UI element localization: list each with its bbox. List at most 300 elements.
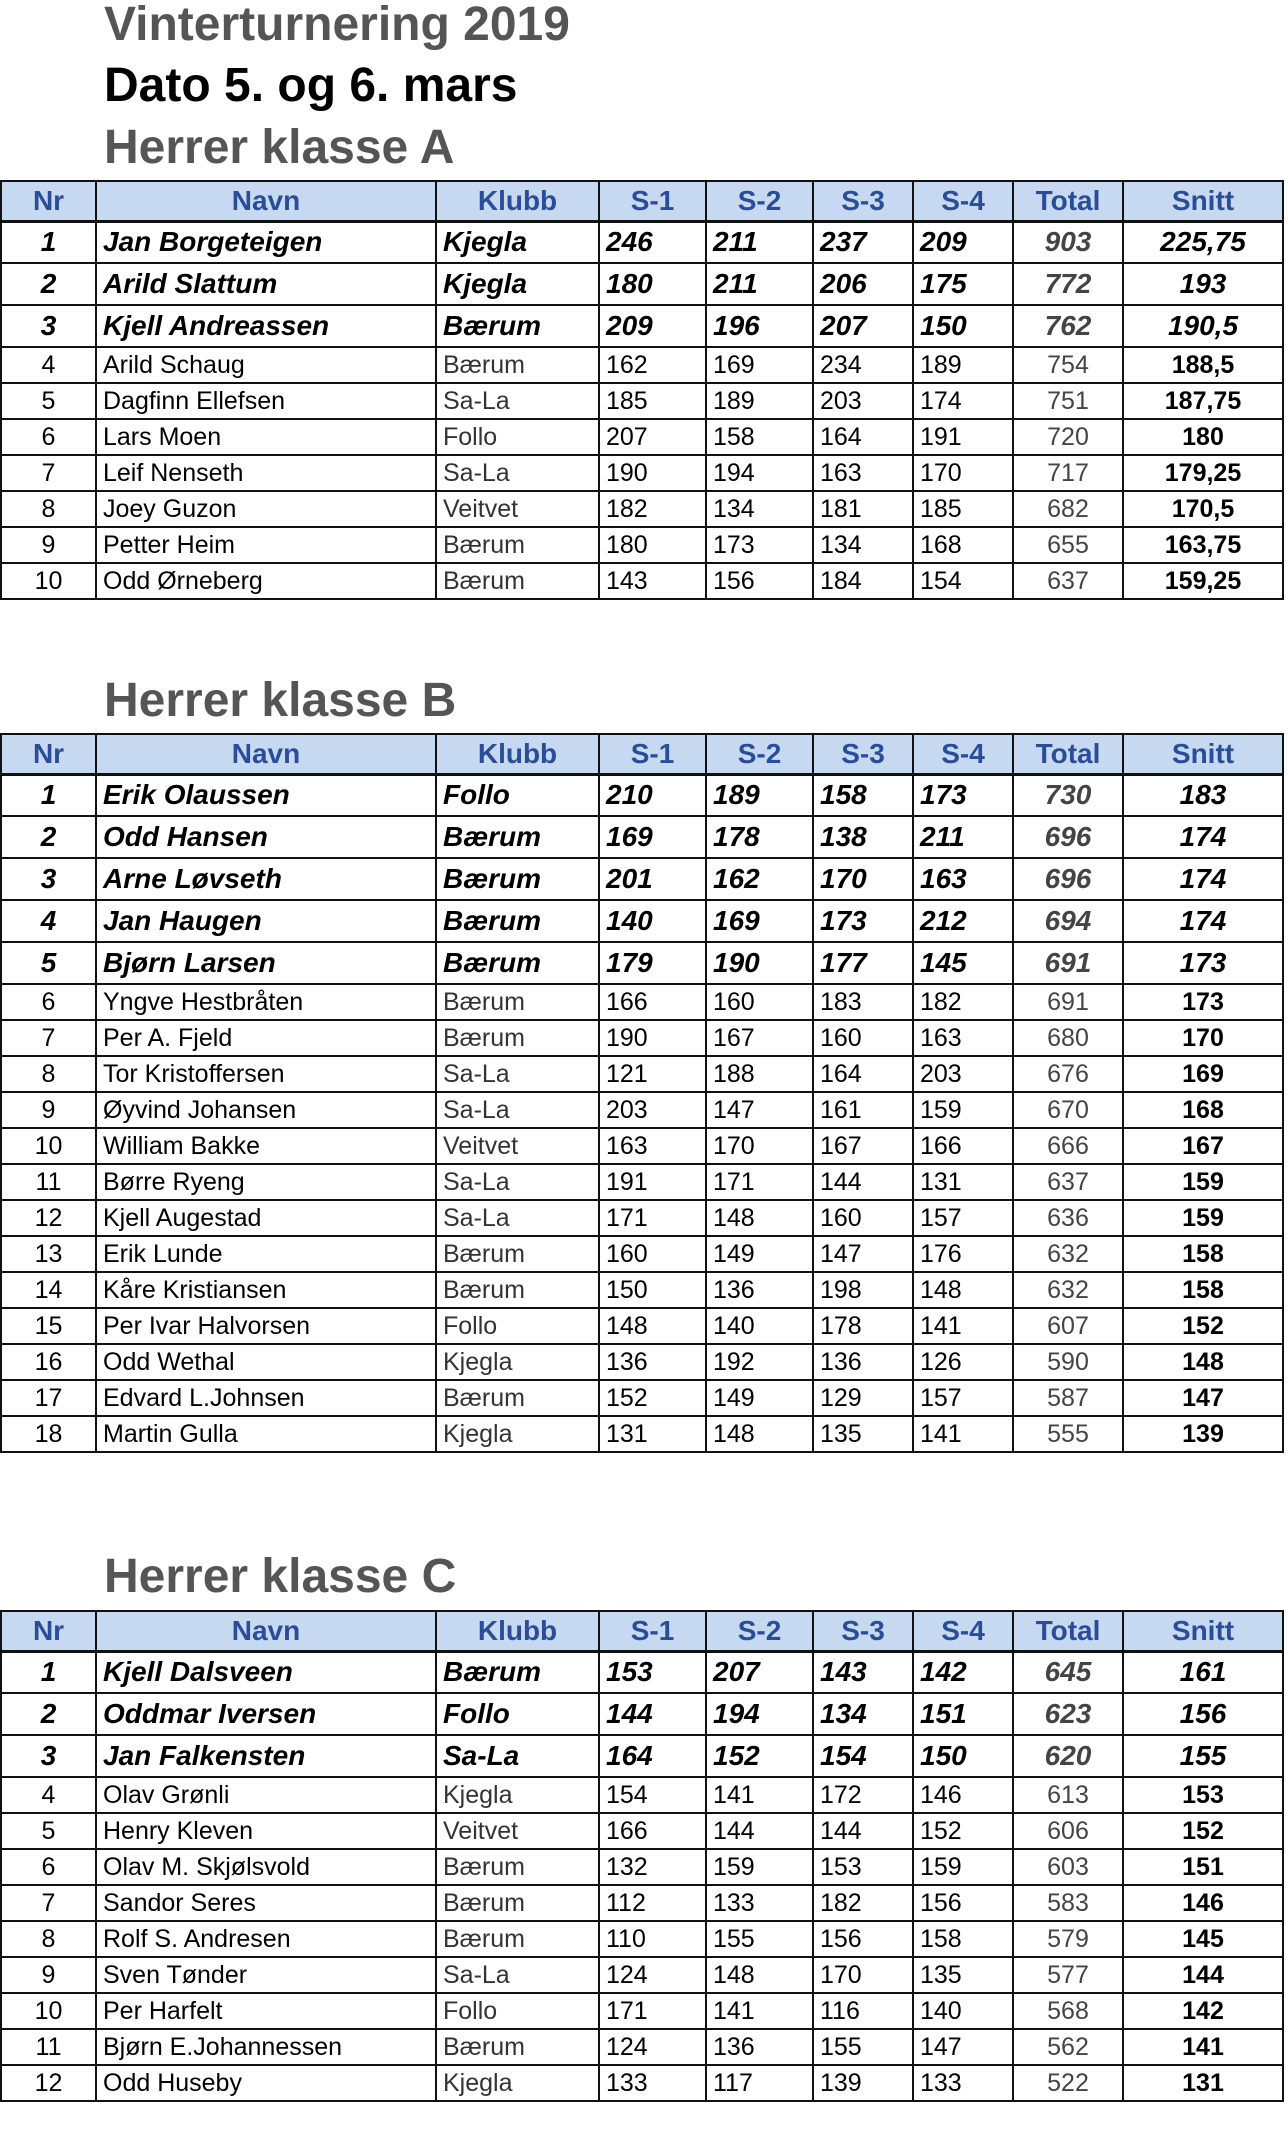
cell-s3: 198 — [813, 1272, 913, 1308]
table-row — [1, 1128, 1283, 1164]
cell-navn: Jan Haugen — [96, 900, 436, 942]
cell-klubb: Follo — [436, 419, 599, 455]
cell-navn: Sven Tønder — [96, 1957, 436, 1993]
table-row — [1, 774, 1283, 816]
cell-klubb: Sa-La — [436, 383, 599, 419]
cell-total: 636 — [1013, 1200, 1123, 1236]
section-title-c: Herrer klasse C — [104, 1550, 457, 1603]
cell-klubb: Follo — [436, 1308, 599, 1344]
cell-navn: Kjell Andreassen — [96, 305, 436, 347]
cell-s4: 126 — [913, 1344, 1013, 1380]
cell-total: 666 — [1013, 1128, 1123, 1164]
cell-snitt: 152 — [1123, 1308, 1283, 1344]
cell-s3: 139 — [813, 2065, 913, 2101]
cell-s2: 141 — [706, 1993, 813, 2029]
cell-s3: 178 — [813, 1308, 913, 1344]
cell-s4: 159 — [913, 1092, 1013, 1128]
cell-s2: 194 — [706, 1693, 813, 1735]
table-row — [1, 1416, 1283, 1452]
cell-s1: 185 — [599, 383, 706, 419]
cell-s2: 117 — [706, 2065, 813, 2101]
cell-klubb: Veitvet — [436, 1813, 599, 1849]
cell-s3: 135 — [813, 1416, 913, 1452]
cell-s4: 151 — [913, 1693, 1013, 1735]
cell-navn: Leif Nenseth — [96, 455, 436, 491]
cell-s2: 190 — [706, 942, 813, 984]
cell-navn: Yngve Hestbråten — [96, 984, 436, 1020]
cell-total: 568 — [1013, 1993, 1123, 2029]
cell-klubb: Bærum — [436, 563, 599, 599]
cell-snitt: 173 — [1123, 942, 1283, 984]
cell-s4: 140 — [913, 1993, 1013, 2029]
column-header-snitt: Snitt — [1123, 181, 1283, 221]
cell-nr: 4 — [1, 1777, 96, 1813]
cell-navn: Rolf S. Andresen — [96, 1921, 436, 1957]
cell-klubb: Bærum — [436, 984, 599, 1020]
cell-s4: 159 — [913, 1849, 1013, 1885]
table-row — [1, 816, 1283, 858]
cell-navn: Bjørn Larsen — [96, 942, 436, 984]
cell-navn: Arne Løvseth — [96, 858, 436, 900]
cell-s2: 170 — [706, 1128, 813, 1164]
cell-s2: 148 — [706, 1416, 813, 1452]
cell-nr: 1 — [1, 221, 96, 263]
cell-nr: 10 — [1, 563, 96, 599]
cell-snitt: 180 — [1123, 419, 1283, 455]
cell-total: 720 — [1013, 419, 1123, 455]
cell-s1: 143 — [599, 563, 706, 599]
table-row — [1, 1200, 1283, 1236]
column-header-navn: Navn — [96, 734, 436, 774]
cell-s1: 210 — [599, 774, 706, 816]
cell-nr: 4 — [1, 347, 96, 383]
cell-s1: 140 — [599, 900, 706, 942]
header-row — [1, 1611, 1283, 1651]
cell-klubb: Bærum — [436, 858, 599, 900]
cell-total: 751 — [1013, 383, 1123, 419]
cell-s2: 134 — [706, 491, 813, 527]
cell-klubb: Sa-La — [436, 1092, 599, 1128]
cell-total: 680 — [1013, 1020, 1123, 1056]
cell-s4: 166 — [913, 1128, 1013, 1164]
cell-s3: 237 — [813, 221, 913, 263]
table-row — [1, 1993, 1283, 2029]
cell-nr: 6 — [1, 984, 96, 1020]
cell-s2: 159 — [706, 1849, 813, 1885]
cell-s3: 207 — [813, 305, 913, 347]
column-header-s2: S-2 — [706, 734, 813, 774]
cell-s1: 110 — [599, 1921, 706, 1957]
cell-total: 522 — [1013, 2065, 1123, 2101]
cell-s3: 184 — [813, 563, 913, 599]
cell-klubb: Kjegla — [436, 1777, 599, 1813]
cell-s2: 171 — [706, 1164, 813, 1200]
cell-s3: 161 — [813, 1092, 913, 1128]
section-title-a: Herrer klasse A — [104, 121, 455, 174]
cell-total: 632 — [1013, 1272, 1123, 1308]
cell-nr: 12 — [1, 1200, 96, 1236]
cell-s2: 188 — [706, 1056, 813, 1092]
cell-snitt: 158 — [1123, 1272, 1283, 1308]
cell-snitt: 225,75 — [1123, 221, 1283, 263]
cell-nr: 5 — [1, 942, 96, 984]
document-header — [104, 0, 570, 116]
cell-s4: 173 — [913, 774, 1013, 816]
column-header-s3: S-3 — [813, 181, 913, 221]
cell-s3: 134 — [813, 527, 913, 563]
cell-navn: Arild Slattum — [96, 263, 436, 305]
cell-s4: 158 — [913, 1921, 1013, 1957]
cell-klubb: Follo — [436, 1693, 599, 1735]
cell-navn: Jan Falkensten — [96, 1735, 436, 1777]
cell-snitt: 179,25 — [1123, 455, 1283, 491]
column-header-snitt: Snitt — [1123, 734, 1283, 774]
cell-snitt: 193 — [1123, 263, 1283, 305]
cell-s3: 154 — [813, 1735, 913, 1777]
cell-snitt: 174 — [1123, 816, 1283, 858]
cell-nr: 7 — [1, 1020, 96, 1056]
cell-s1: 136 — [599, 1344, 706, 1380]
cell-s3: 136 — [813, 1344, 913, 1380]
cell-nr: 11 — [1, 2029, 96, 2065]
cell-s2: 156 — [706, 563, 813, 599]
cell-navn: Erik Lunde — [96, 1236, 436, 1272]
cell-nr: 9 — [1, 1957, 96, 1993]
header-row — [1, 181, 1283, 221]
column-header-nr: Nr — [1, 1611, 96, 1651]
cell-total: 696 — [1013, 816, 1123, 858]
cell-s4: 176 — [913, 1236, 1013, 1272]
cell-snitt: 174 — [1123, 858, 1283, 900]
cell-s2: 149 — [706, 1380, 813, 1416]
table-row — [1, 1272, 1283, 1308]
cell-s2: 173 — [706, 527, 813, 563]
cell-navn: Per Ivar Halvorsen — [96, 1308, 436, 1344]
cell-total: 606 — [1013, 1813, 1123, 1849]
cell-klubb: Bærum — [436, 1020, 599, 1056]
cell-snitt: 139 — [1123, 1416, 1283, 1452]
column-header-nr: Nr — [1, 181, 96, 221]
cell-s2: 169 — [706, 347, 813, 383]
cell-s3: 160 — [813, 1020, 913, 1056]
cell-s3: 183 — [813, 984, 913, 1020]
cell-snitt: 159,25 — [1123, 563, 1283, 599]
column-header-snitt: Snitt — [1123, 1611, 1283, 1651]
cell-klubb: Sa-La — [436, 1957, 599, 1993]
table-row — [1, 221, 1283, 263]
cell-s2: 158 — [706, 419, 813, 455]
column-header-nr: Nr — [1, 734, 96, 774]
cell-s4: 145 — [913, 942, 1013, 984]
cell-nr: 8 — [1, 1921, 96, 1957]
header-row — [1, 734, 1283, 774]
cell-klubb: Bærum — [436, 1651, 599, 1693]
cell-nr: 10 — [1, 1128, 96, 1164]
cell-nr: 7 — [1, 455, 96, 491]
cell-s1: 132 — [599, 1849, 706, 1885]
cell-s1: 201 — [599, 858, 706, 900]
cell-navn: Petter Heim — [96, 527, 436, 563]
cell-s1: 182 — [599, 491, 706, 527]
cell-klubb: Sa-La — [436, 1735, 599, 1777]
cell-navn: Øyvind Johansen — [96, 1092, 436, 1128]
cell-klubb: Kjegla — [436, 221, 599, 263]
cell-s1: 207 — [599, 419, 706, 455]
cell-s4: 150 — [913, 305, 1013, 347]
cell-klubb: Bærum — [436, 347, 599, 383]
cell-s4: 185 — [913, 491, 1013, 527]
cell-s4: 146 — [913, 1777, 1013, 1813]
table-row — [1, 1813, 1283, 1849]
cell-navn: Sandor Seres — [96, 1885, 436, 1921]
cell-s2: 136 — [706, 1272, 813, 1308]
cell-s1: 179 — [599, 942, 706, 984]
cell-nr: 3 — [1, 305, 96, 347]
cell-snitt: 153 — [1123, 1777, 1283, 1813]
cell-nr: 12 — [1, 2065, 96, 2101]
results-table-c — [0, 1610, 1284, 2102]
table-row — [1, 1735, 1283, 1777]
section-title-b: Herrer klasse B — [104, 674, 457, 727]
column-header-s4: S-4 — [913, 1611, 1013, 1651]
cell-s3: 172 — [813, 1777, 913, 1813]
cell-klubb: Bærum — [436, 527, 599, 563]
cell-s1: 180 — [599, 527, 706, 563]
table-row — [1, 527, 1283, 563]
cell-s1: 166 — [599, 1813, 706, 1849]
cell-snitt: 159 — [1123, 1164, 1283, 1200]
cell-klubb: Bærum — [436, 1380, 599, 1416]
cell-s3: 181 — [813, 491, 913, 527]
cell-snitt: 187,75 — [1123, 383, 1283, 419]
cell-snitt: 174 — [1123, 900, 1283, 942]
cell-s2: 189 — [706, 383, 813, 419]
cell-s2: 178 — [706, 816, 813, 858]
cell-nr: 1 — [1, 774, 96, 816]
cell-total: 655 — [1013, 527, 1123, 563]
cell-navn: Bjørn E.Johannessen — [96, 2029, 436, 2065]
cell-snitt: 170 — [1123, 1020, 1283, 1056]
cell-snitt: 173 — [1123, 984, 1283, 1020]
table-row — [1, 1777, 1283, 1813]
cell-s4: 156 — [913, 1885, 1013, 1921]
cell-nr: 1 — [1, 1651, 96, 1693]
cell-s4: 147 — [913, 2029, 1013, 2065]
cell-navn: Dagfinn Ellefsen — [96, 383, 436, 419]
cell-s4: 152 — [913, 1813, 1013, 1849]
cell-nr: 10 — [1, 1993, 96, 2029]
cell-klubb: Kjegla — [436, 2065, 599, 2101]
cell-navn: Odd Hansen — [96, 816, 436, 858]
cell-klubb: Veitvet — [436, 1128, 599, 1164]
table-row — [1, 1921, 1283, 1957]
cell-nr: 2 — [1, 1693, 96, 1735]
cell-s4: 170 — [913, 455, 1013, 491]
cell-s4: 150 — [913, 1735, 1013, 1777]
cell-nr: 5 — [1, 383, 96, 419]
cell-s2: 149 — [706, 1236, 813, 1272]
table-row — [1, 1344, 1283, 1380]
table-row — [1, 491, 1283, 527]
column-header-s4: S-4 — [913, 734, 1013, 774]
cell-s3: 177 — [813, 942, 913, 984]
cell-s2: 148 — [706, 1200, 813, 1236]
column-header-total: Total — [1013, 734, 1123, 774]
cell-navn: William Bakke — [96, 1128, 436, 1164]
table-row — [1, 1380, 1283, 1416]
cell-klubb: Bærum — [436, 816, 599, 858]
cell-s2: 152 — [706, 1735, 813, 1777]
table-row — [1, 942, 1283, 984]
table-row — [1, 455, 1283, 491]
cell-s3: 158 — [813, 774, 913, 816]
table-row — [1, 305, 1283, 347]
cell-klubb: Sa-La — [436, 1164, 599, 1200]
cell-s1: 153 — [599, 1651, 706, 1693]
cell-snitt: 142 — [1123, 1993, 1283, 2029]
cell-snitt: 169 — [1123, 1056, 1283, 1092]
column-header-s1: S-1 — [599, 181, 706, 221]
cell-s1: 154 — [599, 1777, 706, 1813]
cell-s3: 147 — [813, 1236, 913, 1272]
cell-s1: 163 — [599, 1128, 706, 1164]
cell-s3: 138 — [813, 816, 913, 858]
cell-nr: 8 — [1, 1056, 96, 1092]
cell-navn: Odd Wethal — [96, 1344, 436, 1380]
cell-total: 772 — [1013, 263, 1123, 305]
cell-total: 676 — [1013, 1056, 1123, 1092]
cell-s2: 169 — [706, 900, 813, 942]
results-table-b — [0, 733, 1284, 1453]
cell-klubb: Follo — [436, 1993, 599, 2029]
cell-s1: 124 — [599, 1957, 706, 1993]
cell-s1: 131 — [599, 1416, 706, 1452]
cell-nr: 3 — [1, 1735, 96, 1777]
cell-nr: 3 — [1, 858, 96, 900]
cell-nr: 6 — [1, 1849, 96, 1885]
cell-navn: Odd Huseby — [96, 2065, 436, 2101]
cell-s4: 135 — [913, 1957, 1013, 1993]
cell-total: 682 — [1013, 491, 1123, 527]
cell-s4: 211 — [913, 816, 1013, 858]
cell-s2: 136 — [706, 2029, 813, 2065]
cell-snitt: 167 — [1123, 1128, 1283, 1164]
cell-total: 623 — [1013, 1693, 1123, 1735]
cell-nr: 9 — [1, 1092, 96, 1128]
cell-total: 590 — [1013, 1344, 1123, 1380]
cell-snitt: 144 — [1123, 1957, 1283, 1993]
cell-total: 637 — [1013, 1164, 1123, 1200]
cell-total: 717 — [1013, 455, 1123, 491]
cell-snitt: 163,75 — [1123, 527, 1283, 563]
cell-klubb: Bærum — [436, 942, 599, 984]
cell-s4: 168 — [913, 527, 1013, 563]
cell-s3: 153 — [813, 1849, 913, 1885]
cell-s1: 112 — [599, 1885, 706, 1921]
cell-klubb: Bærum — [436, 2029, 599, 2065]
cell-klubb: Veitvet — [436, 491, 599, 527]
cell-navn: Kåre Kristiansen — [96, 1272, 436, 1308]
column-header-navn: Navn — [96, 1611, 436, 1651]
table-row — [1, 1056, 1283, 1092]
cell-snitt: 190,5 — [1123, 305, 1283, 347]
cell-total: 637 — [1013, 563, 1123, 599]
cell-navn: Oddmar Iversen — [96, 1693, 436, 1735]
tournament-title: Vinterturnering 2019 — [104, 0, 570, 51]
table-row — [1, 1651, 1283, 1693]
cell-s2: 144 — [706, 1813, 813, 1849]
cell-klubb: Kjegla — [436, 263, 599, 305]
table-row — [1, 383, 1283, 419]
cell-klubb: Bærum — [436, 1272, 599, 1308]
cell-s2: 211 — [706, 263, 813, 305]
cell-s4: 163 — [913, 858, 1013, 900]
cell-klubb: Bærum — [436, 1849, 599, 1885]
tournament-date: Dato 5. og 6. mars — [104, 59, 518, 112]
cell-klubb: Sa-La — [436, 1200, 599, 1236]
cell-snitt: 146 — [1123, 1885, 1283, 1921]
cell-total: 613 — [1013, 1777, 1123, 1813]
cell-s3: 134 — [813, 1693, 913, 1735]
cell-total: 632 — [1013, 1236, 1123, 1272]
column-header-klubb: Klubb — [436, 734, 599, 774]
cell-s3: 144 — [813, 1164, 913, 1200]
cell-snitt: 161 — [1123, 1651, 1283, 1693]
cell-s1: 160 — [599, 1236, 706, 1272]
cell-s1: 191 — [599, 1164, 706, 1200]
table-row — [1, 900, 1283, 942]
cell-s1: 124 — [599, 2029, 706, 2065]
cell-s1: 133 — [599, 2065, 706, 2101]
cell-nr: 14 — [1, 1272, 96, 1308]
table-row — [1, 2029, 1283, 2065]
cell-snitt: 148 — [1123, 1344, 1283, 1380]
cell-klubb: Bærum — [436, 1885, 599, 1921]
cell-s4: 174 — [913, 383, 1013, 419]
cell-total: 691 — [1013, 942, 1123, 984]
cell-s2: 194 — [706, 455, 813, 491]
cell-navn: Kjell Dalsveen — [96, 1651, 436, 1693]
cell-s4: 163 — [913, 1020, 1013, 1056]
cell-s3: 170 — [813, 1957, 913, 1993]
cell-s1: 190 — [599, 455, 706, 491]
cell-s3: 173 — [813, 900, 913, 942]
cell-s2: 167 — [706, 1020, 813, 1056]
results-table-a — [0, 180, 1284, 600]
cell-s1: 150 — [599, 1272, 706, 1308]
cell-s2: 133 — [706, 1885, 813, 1921]
cell-klubb: Bærum — [436, 1921, 599, 1957]
cell-s1: 166 — [599, 984, 706, 1020]
cell-s1: 144 — [599, 1693, 706, 1735]
table-row — [1, 1693, 1283, 1735]
cell-snitt: 152 — [1123, 1813, 1283, 1849]
cell-klubb: Sa-La — [436, 455, 599, 491]
table-row — [1, 1308, 1283, 1344]
cell-s4: 175 — [913, 263, 1013, 305]
cell-s2: 196 — [706, 305, 813, 347]
cell-klubb: Bærum — [436, 305, 599, 347]
cell-total: 696 — [1013, 858, 1123, 900]
column-header-s4: S-4 — [913, 181, 1013, 221]
cell-navn: Lars Moen — [96, 419, 436, 455]
cell-nr: 8 — [1, 491, 96, 527]
cell-s2: 192 — [706, 1344, 813, 1380]
cell-navn: Henry Kleven — [96, 1813, 436, 1849]
table-row — [1, 263, 1283, 305]
column-header-s2: S-2 — [706, 1611, 813, 1651]
cell-snitt: 145 — [1123, 1921, 1283, 1957]
